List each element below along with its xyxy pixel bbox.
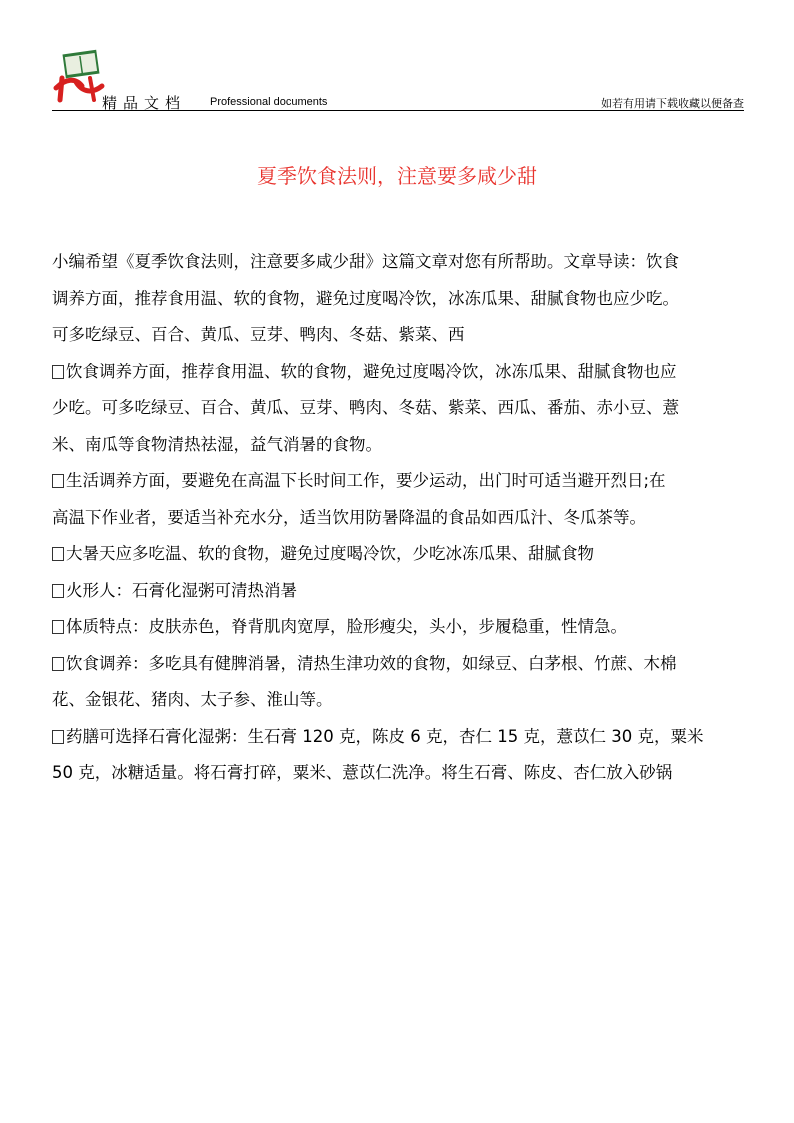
paragraph	[52, 646, 764, 719]
paragraph	[52, 536, 764, 573]
brand-name: 精品文档	[102, 94, 187, 112]
bullet-box-icon	[52, 620, 64, 634]
document-body	[52, 244, 764, 792]
bullet-box-icon	[52, 474, 64, 488]
paragraph-line	[52, 719, 764, 756]
paragraph-line	[52, 390, 764, 427]
line-text: 饮食调养方面，推荐食用温、软的食物，避免过度喝冷饮，冰冻瓜果、甜腻食物也应	[66, 361, 677, 381]
line-text: 调养方面，推荐食用温、软的食物，避免过度喝冷饮，冰冻瓜果、甜腻食物也应少吃。	[52, 288, 679, 308]
line-text: 小编希望《夏季饮食法则，注意要多咸少甜》这篇文章对您有所帮助。文章导读：饮食	[52, 252, 679, 271]
line-text: 药膳可选择石膏化湿粥：生石膏 120 克，陈皮 6 克，杏仁 15 克，薏苡仁 30 克，粟米	[66, 726, 704, 746]
paragraph	[52, 609, 764, 646]
line-text: 米、南瓜等食物清热祛湿，益气消暑的食物。	[52, 434, 382, 454]
line-text: 50 克，冰糖适量。将石膏打碎，粟米、薏苡仁洗净。将生石膏、陈皮、杏仁放入砂锅	[52, 763, 673, 782]
bullet-box-icon	[52, 657, 64, 671]
line-text: 生活调养方面，要避免在高温下长时间工作，要少运动，出门时可适当避开烈日;在	[66, 471, 666, 490]
paragraph	[52, 463, 764, 536]
brand-english: Professional documents	[210, 96, 328, 108]
paragraph-line	[52, 573, 764, 610]
paragraph-line	[52, 354, 764, 391]
line-text: 少吃。可多吃绿豆、百合、黄瓜、豆芽、鸭肉、冬菇、紫菜、西瓜、番茄、赤小豆、薏	[52, 398, 679, 417]
paragraph	[52, 244, 764, 354]
paragraph-line	[52, 463, 764, 500]
paragraph-line	[52, 536, 764, 573]
paragraph-line	[52, 609, 764, 646]
bullet-box-icon	[52, 547, 64, 561]
bullet-box-icon	[52, 584, 64, 598]
paragraph-line	[52, 755, 764, 792]
paragraph-line	[52, 281, 764, 318]
line-text: 体质特点：皮肤赤色，脊背肌肉宽厚，脸形瘦尖，头小，步履稳重，性情急。	[66, 617, 627, 636]
header-divider	[52, 110, 744, 111]
line-text: 花、金银花、猪肉、太子参、淮山等。	[52, 690, 333, 709]
paragraph-line	[52, 317, 764, 354]
paragraph-line	[52, 244, 764, 281]
paragraph	[52, 573, 764, 610]
book-logo-icon	[52, 48, 106, 104]
document-title: 夏季饮食法则，注意要多咸少甜	[257, 164, 537, 188]
header-note: 如若有用请下载收藏以便备查	[601, 97, 744, 110]
paragraph	[52, 354, 764, 464]
line-text: 可多吃绿豆、百合、黄瓜、豆芽、鸭肉、冬菇、紫菜、西	[52, 325, 465, 344]
line-text: 饮食调养：多吃具有健脾消暑，清热生津功效的食物，如绿豆、白茅根、竹蔗、木棉	[66, 653, 677, 673]
line-text: 高温下作业者，要适当补充水分，适当饮用防暑降温的食品如西瓜汁、冬瓜茶等。	[52, 507, 646, 527]
paragraph-line	[52, 500, 764, 537]
paragraph-line	[52, 646, 764, 683]
bullet-box-icon	[52, 730, 64, 744]
paragraph	[52, 719, 764, 792]
line-text: 大暑天应多吃温、软的食物，避免过度喝冷饮，少吃冰冻瓜果、甜腻食物	[66, 544, 594, 563]
bullet-box-icon	[52, 365, 64, 379]
paragraph-line	[52, 682, 764, 719]
paragraph-line	[52, 427, 764, 464]
page-header	[52, 48, 744, 110]
line-text: 火形人：石膏化湿粥可清热消暑	[66, 580, 297, 600]
